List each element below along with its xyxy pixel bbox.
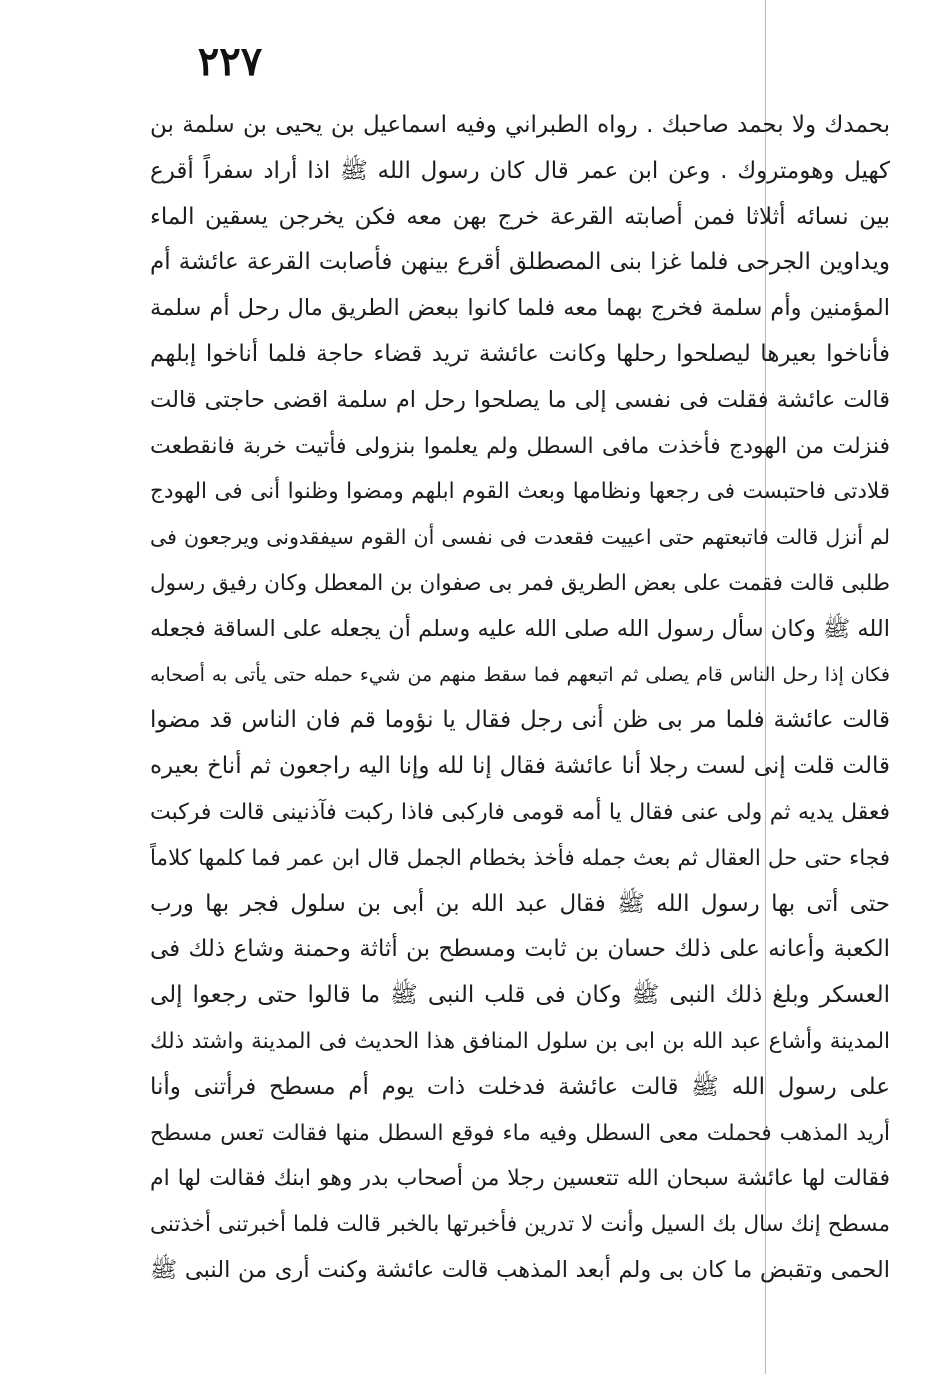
text-line: فعقل يديه ثم ولى عنى فقال يا أمه قومى فاركبى فاذا ركبت فآذنينى قالت فركبت (150, 799, 890, 825)
text-line: فكان إذا رحل الناس قام يصلى ثم اتبعهم فما سقط منهم من شيء حمله حتى يأتى به أصحابه (150, 663, 890, 686)
text-line: الكعبة وأعانه على ذلك حسان بن ثابت ومسطح بن أثاثة وحمنة وشاع ذلك فى (150, 936, 890, 963)
text-line: كهيل وهومتروك . وعن ابن عمر قال كان رسول الله ﷺ اذا أراد سفراً أقرع (150, 157, 890, 184)
text-line: فنزلت من الهودج فأخذت مافى السطل ولم يعلموا بنزولى فأتيت خربة فانقطعت (150, 433, 890, 459)
text-line: مسطح إنك سال بك السيل وأنت لا تدرين فأخبرتها بالخبر قالت فلما أخبرتنى أخذتنى (150, 1212, 890, 1238)
page-number: ٢٢٧ (197, 38, 263, 85)
text-line: بحمدك ولا بحمد صاحبك . رواه الطبراني وفيه اسماعيل بن يحيى بن سلمة بن (150, 112, 890, 138)
arabic-text-body (150, 103, 890, 1294)
text-line: فقالت لها عائشة سبحان الله تتعسين رجلا من أصحاب بدر وهو ابنك فقالت لها ام (150, 1166, 890, 1192)
text-line: العسكر وبلغ ذلك النبى ﷺ وكان فى قلب النبى ﷺ ما قالوا حتى رجعوا إلى (150, 982, 890, 1009)
text-line: حتى أتى بها رسول الله ﷺ فقال عبد الله بن أبى بن سلول فجر بها ورب (150, 890, 890, 917)
text-line: لم أنزل قالت فاتبعتهم حتى اعييت فقعدت فى نفسى أن القوم سيفقدونى ويرجعون فى (150, 525, 890, 550)
text-line: قالت عائشة فلما مر بى ظن أنى رجل فقال يا نؤوما قم فان الناس قد مضوا (150, 707, 890, 734)
text-line: ويداوين الجرحى فلما غزا بنى المصطلق أقرع بينهن فأصابت القرعة عائشة أم (150, 249, 890, 276)
text-line: قلادتى فاحتبست فى رجعها ونظامها وبعث القوم ابلهم ومضوا وظنوا أنى فى الهودج (150, 479, 890, 505)
text-line: المؤمنين وأم سلمة فخرج بهما معه فلما كانوا ببعض الطريق مال رحل أم سلمة (150, 295, 890, 322)
text-line: بين نسائه أثلاثا فمن أصابته القرعة خرج بهن معه فكن يخرجن يسقين الماء (150, 203, 890, 230)
text-line: قالت عائشة فقلت فى نفسى إلى ما يصلحوا رحل ام سلمة اقضى حاجتى قالت (150, 386, 890, 413)
text-line: الحمى وتقبض ما كان بى ولم أبعد المذهب قالت عائشة وكنت أرى من النبى ﷺ (150, 1256, 890, 1283)
text-line: على رسول الله ﷺ قالت عائشة فدخلت ذات يوم أم مسطح فرأتنى وأنا (150, 1073, 890, 1100)
text-line: أريد المذهب فحملت معى السطل وفيه ماء فوقع السطل منها فقالت تعس مسطح (150, 1120, 890, 1146)
text-line: قالت قلت إنى لست رجلا أنا عائشة فقال إنا لله وإنا اليه راجعون ثم أناخ بعيره (150, 753, 890, 780)
text-line: طلبى قالت فقمت على بعض الطريق فمر بى صفوان بن المعطل وكان رفيق رسول (150, 570, 890, 596)
text-line: المدينة وأشاع عبد الله بن ابى بن سلول المنافق هذا الحديث فى المدينة واشتد ذلك (150, 1028, 890, 1054)
text-line: فأناخوا بعيرها ليصلحوا رحلها وكانت عائشة تريد قضاء حاجة فلما أناخوا إبلهم (150, 340, 890, 367)
text-line: فجاء حتى حل العقال ثم بعث جمله فأخذ بخطام الجمل قال ابن عمر فما كلمها كلاماً (150, 845, 890, 871)
text-line: الله ﷺ وكان سأل رسول الله صلى الله عليه وسلم أن يجعله على الساقة فجعله (150, 615, 890, 642)
